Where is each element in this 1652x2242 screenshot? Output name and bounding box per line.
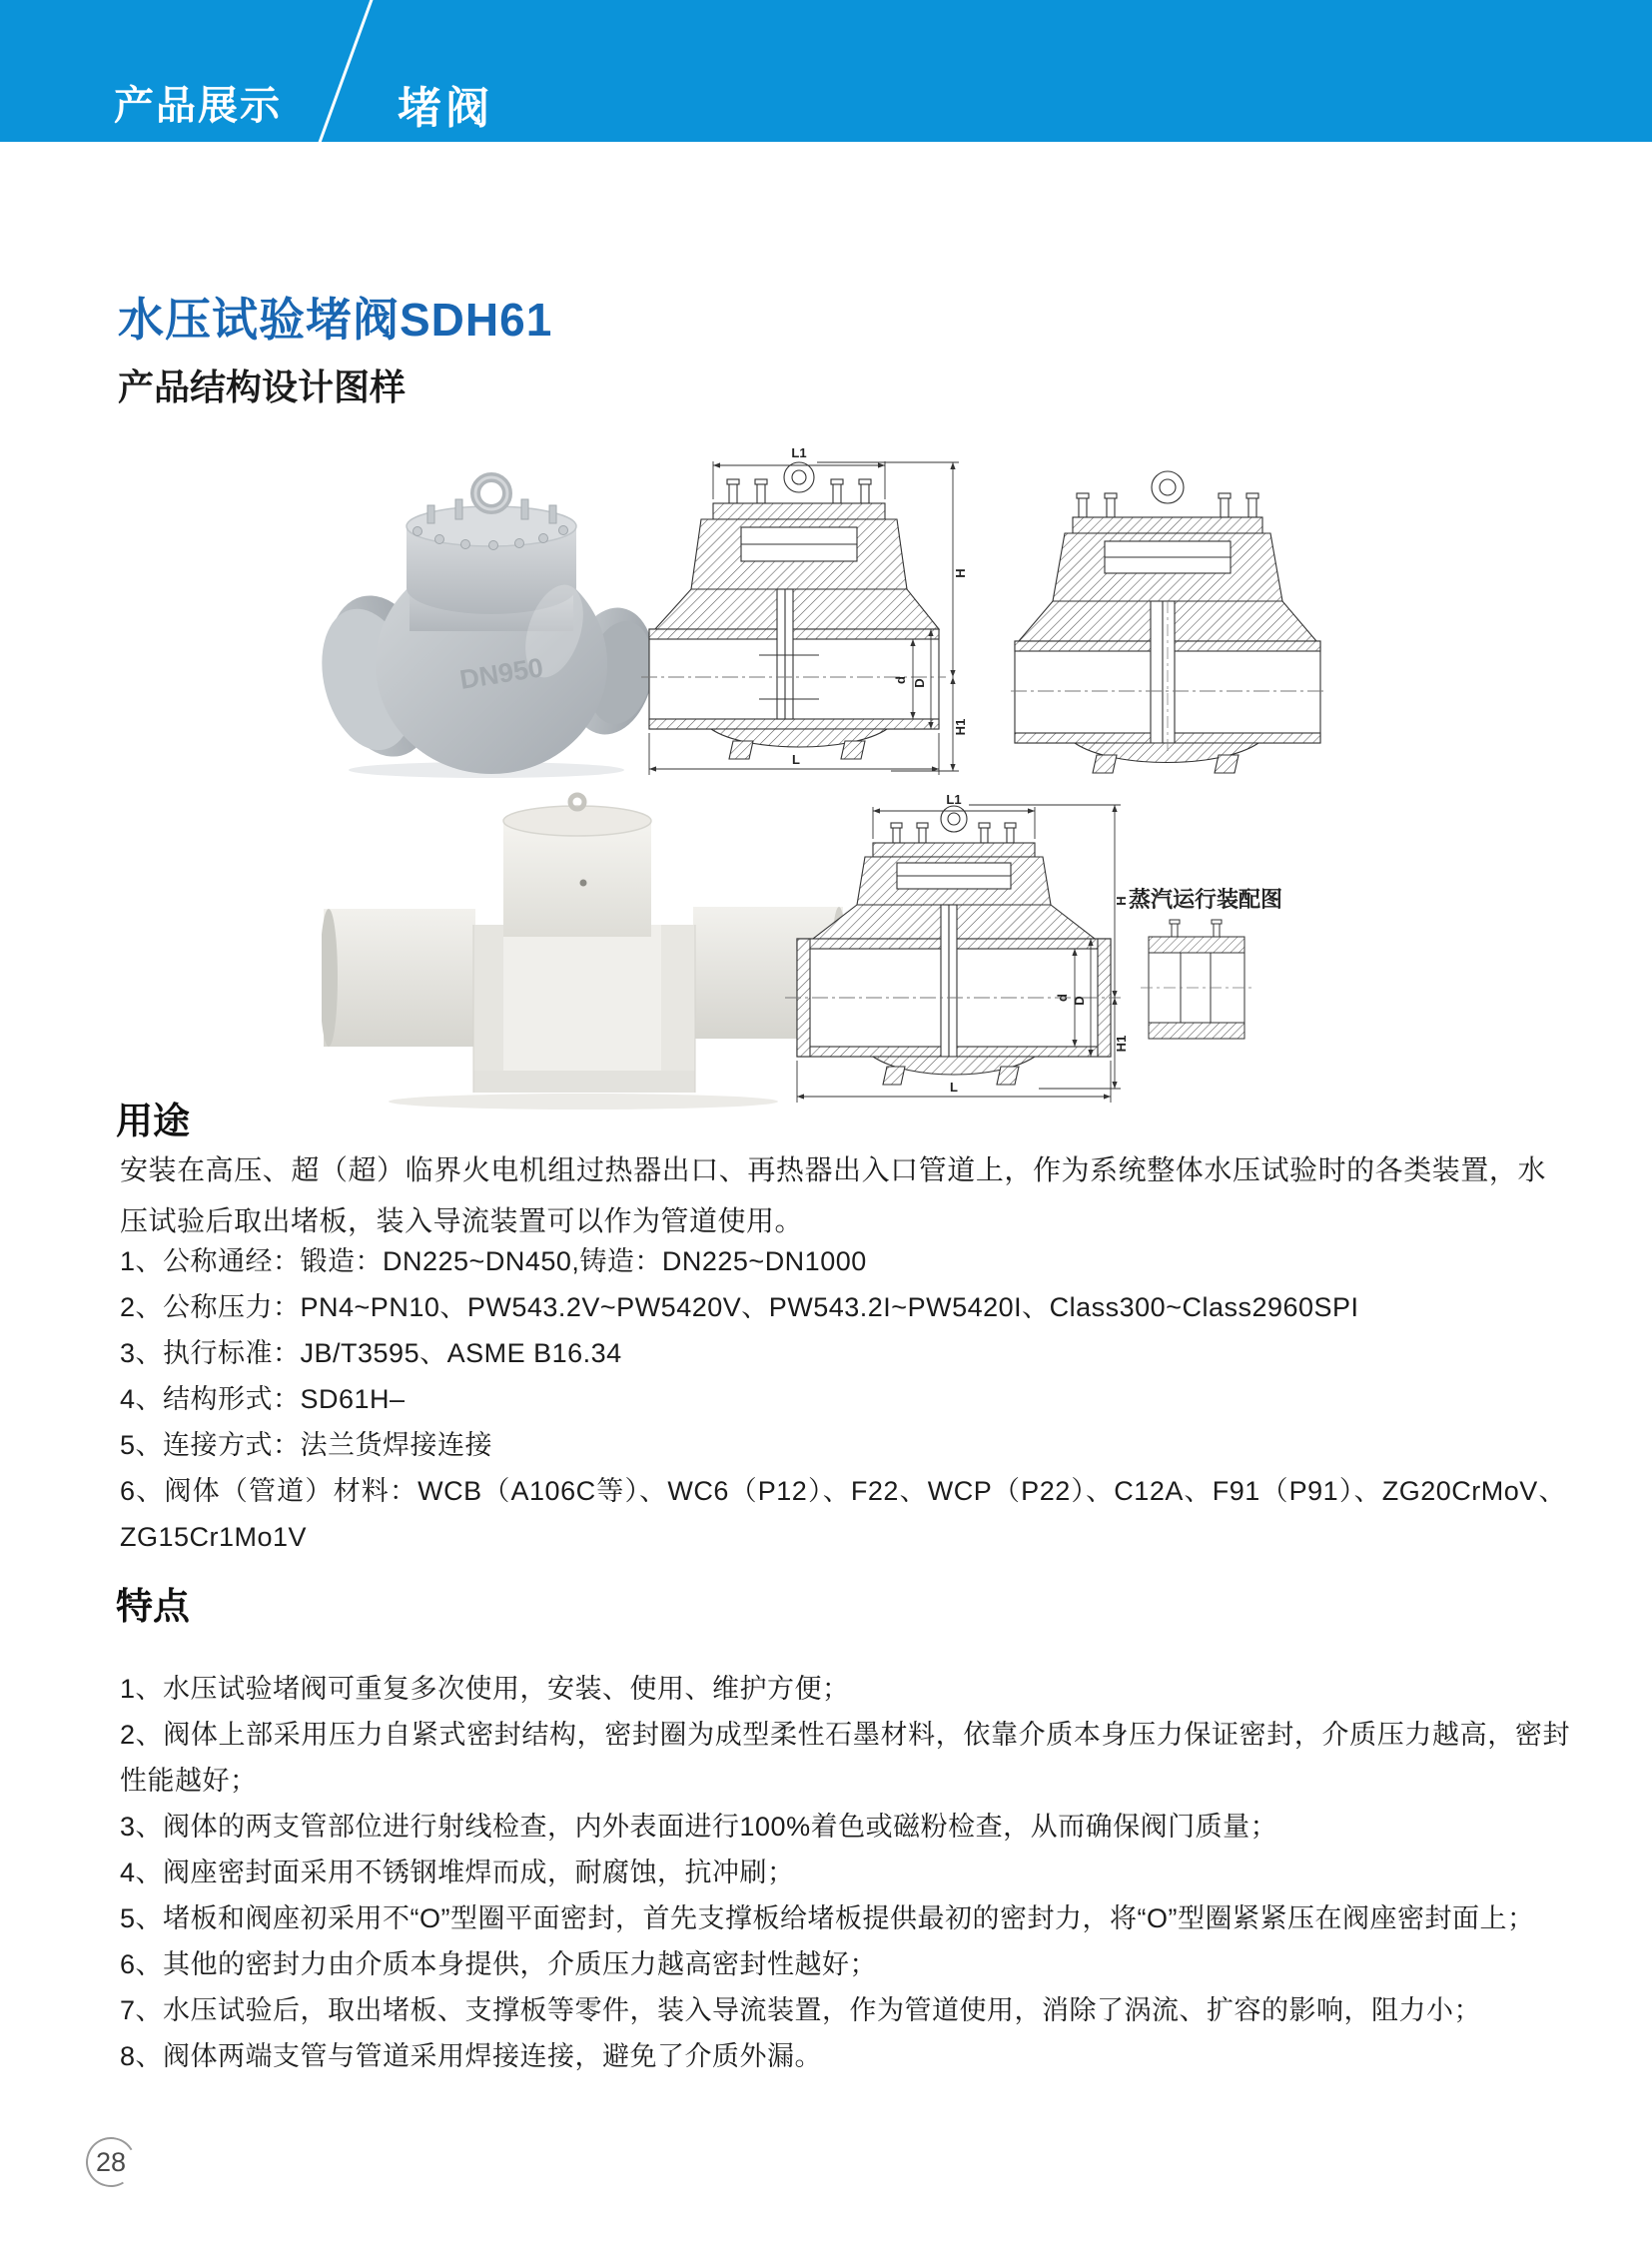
dim2-label-H1: H1 [1114, 1035, 1129, 1053]
page-banner [0, 0, 1652, 142]
valve-photo-grey [312, 451, 656, 779]
feature-item: 5、堵板和阀座初采用不“O”型圈平面密封，首先支撑板给堵板提供最初的密封力，将“O”型圈紧紧压在阀座密封面上； [120, 1903, 1535, 1933]
feature-item: 1、水压试验堵阀可重复多次使用，安装、使用、维护方便； [120, 1674, 850, 1704]
feature-item: 4、阀座密封面采用不锈钢堆焊而成，耐腐蚀，抗冲刷； [120, 1858, 795, 1887]
valve-photo-white [322, 787, 846, 1112]
usage-item: 5、连接方式：法兰货焊接连接 [120, 1430, 493, 1460]
usage-intro: 安装在高压、超（超）临界火电机组过热器出口、再热器出入口管道上，作为系统整体水压试验时的各类装置，水压试验后取出堵板，装入导流装置可以作为管道使用。 [120, 1154, 1546, 1236]
page-number: 28 [95, 2147, 127, 2177]
product-title: 水压试验堵阀SDH61 [118, 294, 553, 346]
dim-label-L: L [792, 752, 800, 767]
steam-assembly-drawing [1141, 915, 1252, 1053]
dim-label-D: D [912, 678, 927, 688]
features-heading: 特点 [116, 1586, 190, 1627]
usage-item: 2、公称压力：PN4~PN10、PW543.2V~PW5420V、PW543.2I~PW5420I、Class300~Class2960SPI [120, 1292, 1359, 1322]
sectional-drawing-dimensioned [641, 437, 971, 787]
breadcrumb: 产品展示 [114, 84, 282, 128]
product-subtitle: 产品结构设计图样 [118, 367, 407, 407]
usage-heading: 用途 [116, 1101, 190, 1141]
cast-marking: DN950 [457, 652, 545, 695]
steam-assembly-label: 蒸汽运行装配图 [1129, 887, 1283, 912]
usage-item: 1、公称通经：锻造：DN225~DN450,铸造：DN225~DN1000 [120, 1246, 867, 1276]
dim-label-H1: H1 [953, 718, 968, 736]
banner-section-title: 堵阀 [398, 84, 493, 133]
usage-item: 4、结构形式：SD61H– [120, 1384, 406, 1414]
usage-item: 6、阀体（管道）材料：WCB（A106C等）、WC6（P12）、F22、WCP（P22）、C12A、F91（P91）、ZG20CrMoV、ZG15Cr1Mo1V [120, 1476, 1566, 1552]
dim2-label-H: H [1114, 896, 1129, 906]
dim2-label-L: L [950, 1080, 958, 1095]
dim2-label-D: D [1072, 996, 1087, 1006]
feature-item: 8、阀体两端支管与管道采用焊接连接，避免了介质外漏。 [120, 2041, 823, 2071]
dim-label-L1: L1 [791, 445, 807, 460]
feature-item: 7、水压试验后，取出堵板、支撑板等零件，装入导流装置，作为管道使用，消除了涡流、扩容的影响，阻力小； [120, 1995, 1482, 2025]
dim-label-H: H [953, 568, 968, 578]
sectional-drawing-dimensioned-2 [769, 791, 1134, 1113]
usage-item: 3、执行标准：JB/T3595、ASME B16.34 [120, 1338, 622, 1368]
usage-list [120, 1238, 1566, 1560]
sectional-drawing-plain [1011, 451, 1325, 781]
dim-label-d: d [893, 676, 908, 684]
feature-item: 3、阀体的两支管部位进行射线检查，内外表面进行100%着色或磁粉检查，从而确保阀门质量； [120, 1812, 1278, 1842]
page-number-badge [81, 2132, 142, 2193]
features-list [120, 1666, 1570, 2079]
feature-item: 2、阀体上部采用压力自紧式密封结构，密封圈为成型柔性石墨材料，依靠介质本身压力保证密封，介质压力越高，密封性能越好； [120, 1720, 1570, 1796]
dim2-label-L1: L1 [946, 792, 962, 807]
dim2-label-d: d [1055, 994, 1070, 1002]
feature-item: 6、其他的密封力由介质本身提供，介质压力越高密封性越好； [120, 1949, 878, 1979]
banner-slash-divider [316, 0, 375, 151]
